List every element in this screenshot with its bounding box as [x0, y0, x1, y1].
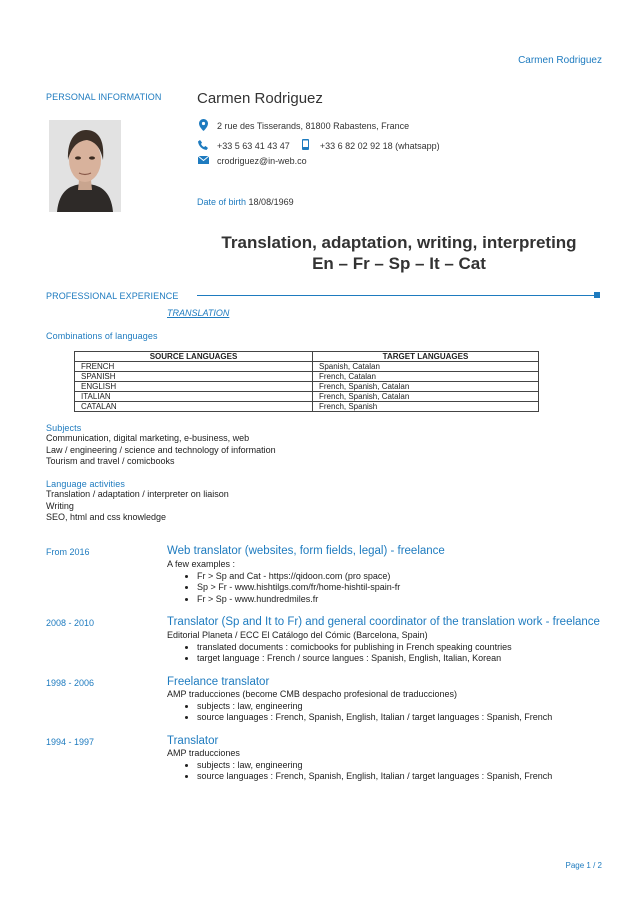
activity-item: Translation / adaptation / interpreter on liaison — [46, 489, 229, 499]
job-date: 1994 - 1997 — [46, 737, 95, 747]
address-row — [197, 119, 409, 133]
job-bullet: • source languages : French, Spanish, English, Italian / target languages : Spanish, French — [197, 771, 552, 783]
source-language: SPANISH — [75, 372, 313, 382]
job-date: 2008 - 2010 — [46, 618, 95, 628]
section-rule — [197, 295, 594, 296]
job-bullet: • Fr > Sp and Cat - https://qidoon.com (pro space) — [197, 571, 400, 583]
job-bullet: • subjects : law, engineering — [197, 701, 552, 713]
activities-block — [46, 479, 229, 524]
job-line: AMP traducciones (become CMB despacho profesional de traducciones) — [167, 689, 457, 699]
activity-item: Writing — [46, 500, 74, 511]
date-of-birth — [197, 197, 294, 207]
mobile-phone-icon — [300, 139, 312, 152]
target-languages: French, Spanish, Catalan — [313, 382, 539, 392]
envelope-icon — [197, 156, 209, 166]
job-line: Editorial Planeta / ECC El Catálogo del Cómic (Barcelona, Spain) — [167, 630, 428, 640]
job-date: From 2016 — [46, 547, 90, 557]
job-date: 1998 - 2006 — [46, 678, 95, 688]
subjects-block — [46, 423, 276, 468]
target-languages: Spanish, Catalan — [313, 362, 539, 372]
job-details — [167, 630, 512, 665]
job-bullet: • Sp > Fr - www.hishtilgs.com/fr/home-hishtil-spain-fr — [197, 582, 400, 594]
job-bullet-list — [167, 571, 400, 606]
subject-item: Tourism and travel / comicbooks — [46, 456, 175, 466]
source-language: ENGLISH — [75, 382, 313, 392]
mobile-text: +33 6 82 02 92 18 (whatsapp) — [319, 140, 440, 151]
job-details — [167, 559, 400, 605]
subject-item: Law / engineering / science and technology of information — [46, 444, 276, 455]
table-header-row — [75, 352, 539, 362]
job-title: Freelance translator — [167, 676, 270, 688]
job-line: A few examples : — [167, 559, 236, 569]
source-languages-header: SOURCE LANGUAGES — [75, 352, 313, 362]
job-bullet: • translated documents : comicbooks for publishing in French speaking countries — [197, 642, 512, 654]
activity-item: SEO, html and css knowledge — [46, 512, 167, 522]
job-title: Web translator (websites, form fields, legal) - freelance — [167, 545, 445, 557]
headline-line-1: Translation, adaptation, writing, interpreting — [221, 233, 577, 252]
job-bullet: • Fr > Sp - www.hundredmiles.fr — [197, 594, 400, 606]
job-details — [167, 689, 552, 724]
page-number: Page 1 / 2 — [565, 861, 602, 870]
languages-table — [74, 351, 539, 412]
email-row — [197, 156, 307, 166]
subjects-label: Subjects — [46, 423, 82, 433]
section-rule-end — [594, 292, 600, 298]
dob-value: 18/08/1969 — [248, 197, 294, 207]
phone-text: +33 5 63 41 43 47 — [217, 140, 290, 151]
personal-info-label: PERSONAL INFORMATION — [46, 92, 162, 102]
target-languages: French, Spanish — [313, 402, 539, 412]
job-bullet-list — [167, 642, 512, 665]
address-text: 2 rue des Tisserands, 81800 Rabastens, France — [217, 121, 410, 131]
source-language: CATALAN — [75, 402, 313, 412]
header-name: Carmen Rodriguez — [518, 55, 602, 66]
translation-link[interactable]: TRANSLATION — [167, 308, 230, 318]
activities-label: Language activities — [46, 479, 125, 489]
location-pin-icon — [197, 119, 209, 133]
headline-line-2: En – Fr – Sp – It – Cat — [312, 254, 486, 273]
target-languages-header: TARGET LANGUAGES — [313, 352, 539, 362]
phone-icon — [197, 140, 209, 152]
dob-label: Date of birth — [197, 197, 247, 207]
phone-row — [197, 139, 440, 152]
combinations-label: Combinations of languages — [46, 331, 158, 341]
subject-item: Communication, digital marketing, e-business, web — [46, 433, 250, 443]
source-language: ITALIAN — [75, 392, 313, 402]
job-bullet: • subjects : law, engineering — [197, 760, 552, 772]
job-bullet-list — [167, 701, 552, 724]
job-bullet: • target language : French / source langues : Spanish, English, Italian, Korean — [197, 653, 512, 665]
job-bullet: • source languages : French, Spanish, English, Italian / target languages : Spanish, French — [197, 712, 552, 724]
experience-label: PROFESSIONAL EXPERIENCE — [46, 291, 179, 301]
candidate-name: Carmen Rodriguez — [197, 90, 323, 107]
table-row — [75, 402, 539, 412]
target-languages: French, Catalan — [313, 372, 539, 382]
table-row — [75, 382, 539, 392]
job-line: AMP traducciones — [167, 748, 240, 758]
profile-photo — [49, 120, 121, 212]
job-bullet-list — [167, 760, 552, 783]
job-details — [167, 748, 552, 783]
target-languages: French, Spanish, Catalan — [313, 392, 539, 402]
job-title: Translator (Sp and It to Fr) and general coordinator of the translation work - freelance — [167, 616, 600, 628]
table-row — [75, 392, 539, 402]
job-title: Translator — [167, 735, 219, 747]
table-row — [75, 362, 539, 372]
source-language: FRENCH — [75, 362, 313, 372]
table-row — [75, 372, 539, 382]
email-text[interactable]: crodriguez@in-web.co — [217, 156, 307, 166]
